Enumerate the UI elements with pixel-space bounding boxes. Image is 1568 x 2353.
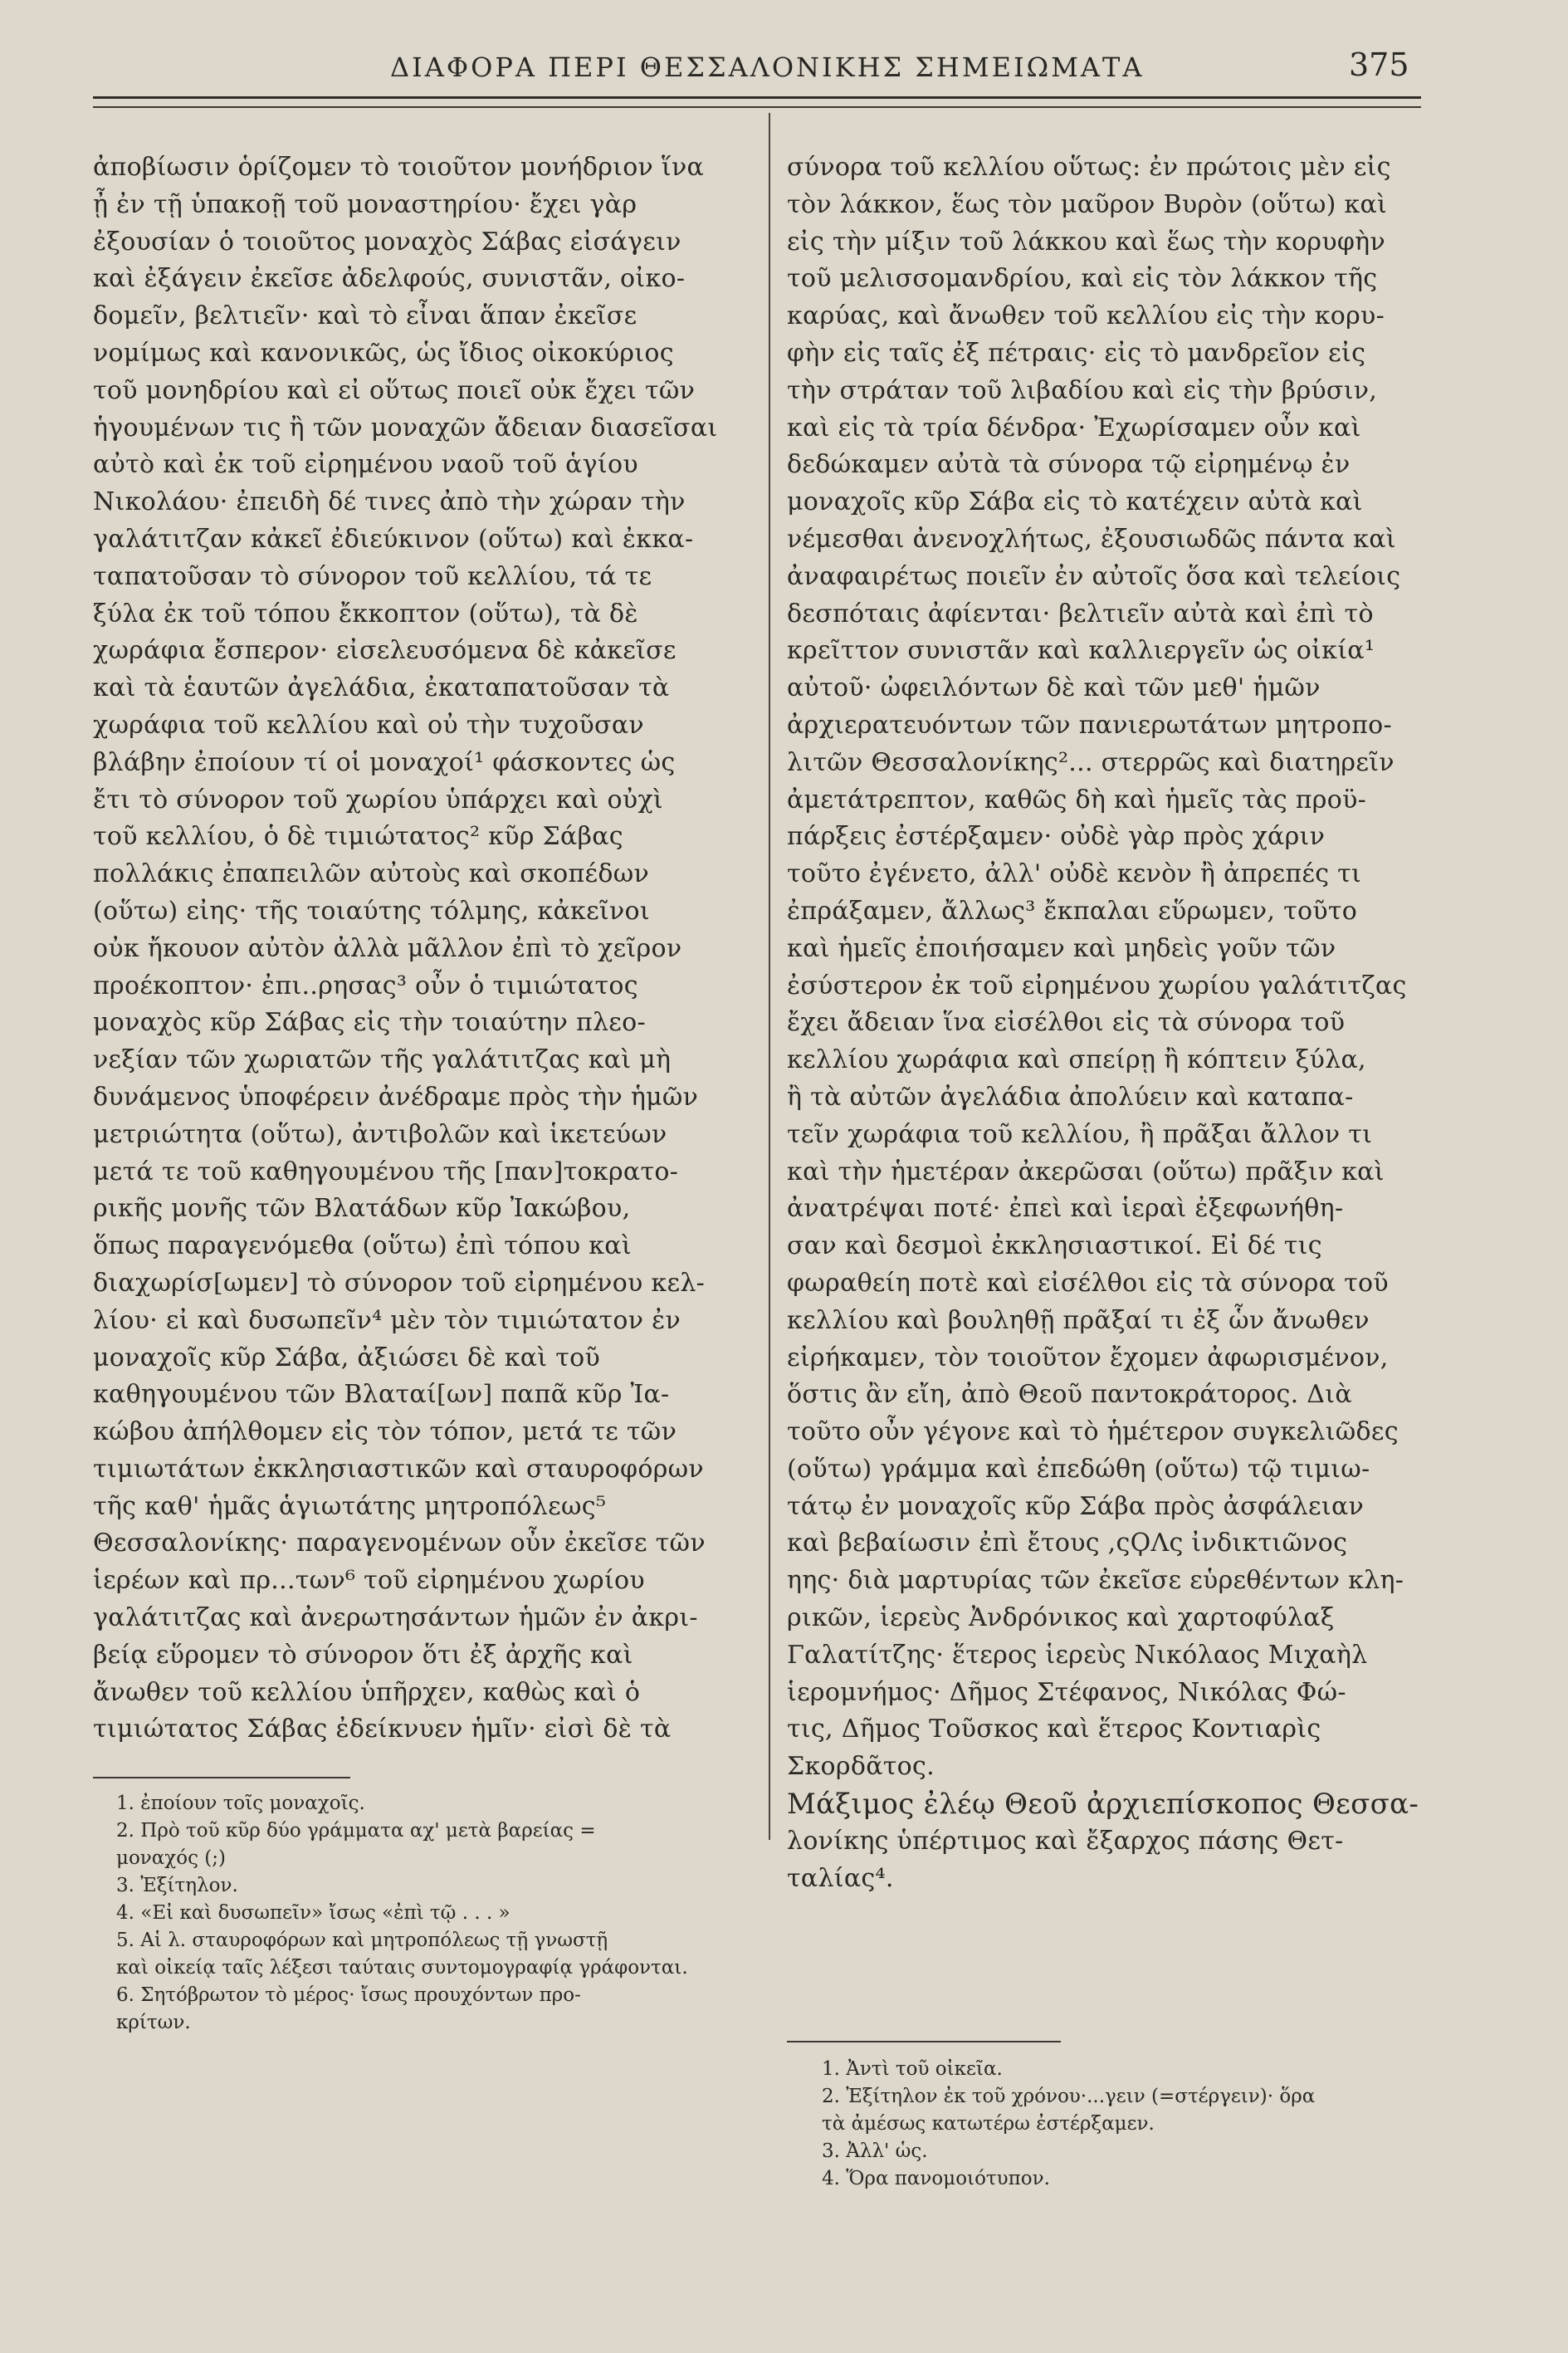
text-line: οὐκ ἤκουον αὐτὸν ἀλλὰ μᾶλλον ἐπὶ τὸ χεῖρον — [93, 933, 682, 963]
text-line: πολλάκις ἐπαπειλῶν αὐτοὺς καὶ σκοπέδων — [93, 859, 650, 889]
text-line: ᾖ ἐν τῇ ὑπακοῇ τοῦ μοναστηρίου· ἔχει γὰρ — [93, 189, 637, 219]
footnote-line: μοναχός (;) — [116, 1847, 226, 1869]
text-line: Μάξιμος ἐλέῳ Θεοῦ ἀρχιεπίσκοπος Θεσσα- — [787, 1788, 1419, 1822]
text-line: τοῦτο οὖν γέγονε καὶ τὸ ἡμέτερον συγκελιῶδες — [787, 1417, 1399, 1447]
text-line: (οὕτω) εἰης· τῆς τοιαύτης τόλμης, κἀκεῖνοι — [93, 896, 650, 926]
text-line: τὸν λάκκον, ἕως τὸν μαῦρον Βυρὸν (οὕτω) καὶ — [787, 189, 1388, 219]
text-line: τὴν στράταν τοῦ λιβαδίου καὶ εἰς τὴν βρύσιν, — [787, 375, 1378, 405]
footnote-line: 4. «Εἰ καὶ δυσωπεῖν» ἴσως «ἐπὶ τῷ . . . » — [116, 1902, 510, 1924]
text-line: ἡγουμένων τις ἢ τῶν μοναχῶν ἄδειαν διασεῖσαι — [93, 413, 718, 443]
text-line: ἀναφαιρέτως ποιεῖν ἐν αὐτοῖς ὅσα καὶ τελείοις — [787, 561, 1401, 591]
text-line: τῆς καθ' ἡμᾶς ἁγιωτάτης μητροπόλεως⁵ — [93, 1491, 607, 1521]
text-line: αὐτοῦ· ὠφειλόντων δὲ καὶ τῶν μεθ' ἡμῶν — [787, 673, 1321, 703]
text-line: λονίκης ὑπέρτιμος καὶ ἔξαρχος πάσης Θετ- — [787, 1826, 1344, 1856]
text-line: διαχωρίσ[ωμεν] τὸ σύνορον τοῦ εἰρημένου κελ- — [93, 1268, 706, 1298]
text-line: μοναχοῖς κῦρ Σάβα εἰς τὸ κατέχειν αὐτὰ καὶ — [787, 487, 1363, 517]
text-line: καὶ εἰς τὰ τρία δένδρα· Ἐχωρίσαμεν οὖν καὶ — [787, 413, 1361, 443]
text-line: καὶ ἐξάγειν ἐκεῖσε ἀδελφούς, συνιστᾶν, οἰκο- — [93, 264, 686, 294]
text-line: ἐσύστερον ἐκ τοῦ εἰρημένου χωρίου γαλάτιτζας — [787, 971, 1407, 1000]
text-line: Σκορδᾶτος. — [787, 1752, 935, 1782]
text-line: ἔχει ἄδειαν ἵνα εἰσέλθοι εἰς τὰ σύνορα τοῦ — [787, 1008, 1346, 1038]
page-number: 375 — [1349, 46, 1409, 83]
right-column — [787, 149, 1443, 1897]
text-line: ἱερέων καὶ πρ...των⁶ τοῦ εἰρημένου χωρίου — [93, 1566, 645, 1596]
text-line: δεσπόταις ἀφίενται· βελτιεῖν αὐτὰ καὶ ἐπὶ τὸ — [787, 599, 1374, 629]
text-line: νέμεσθαι ἀνενοχλήτως, ἐξουσιωδῶς πάντα καὶ — [787, 524, 1396, 554]
header-rule-thin — [93, 106, 1421, 108]
footnote-line: 2. Πρὸ τοῦ κῦρ δύο γράμματα αχ' μετὰ βαρείας = — [116, 1820, 596, 1842]
text-line: ἔτι τὸ σύνορον τοῦ χωρίου ὑπάρχει καὶ οὐχὶ — [93, 785, 663, 814]
text-line: (οὕτω) γράμμα καὶ ἐπεδώθη (οὕτω) τῷ τιμιω- — [787, 1454, 1370, 1484]
column-divider — [769, 113, 770, 1840]
footnote-line: 4. Ὅρα πανομοιότυπον. — [822, 2168, 1050, 2189]
text-line: χωράφια τοῦ κελλίου καὶ οὐ τὴν τυχοῦσαν — [93, 710, 644, 740]
text-line: τις, Δῆμος Τοῦσκος καὶ ἕτερος Κοντιαρὶς — [787, 1715, 1321, 1744]
text-line: νομίμως καὶ κανονικῶς, ὡς ἴδιος οἰκοκύριος — [93, 338, 674, 368]
footnote-line: κρίτων. — [116, 2012, 191, 2033]
text-line: κρεῖττον συνιστᾶν καὶ καλλιεργεῖν ὡς οἰκία¹ — [787, 636, 1375, 666]
text-line: ἢ τὰ αὐτῶν ἀγελάδια ἀπολύειν καὶ καταπα- — [787, 1082, 1354, 1112]
text-line: μοναχοῖς κῦρ Σάβα, ἀξιώσει δὲ καὶ τοῦ — [93, 1343, 601, 1372]
text-line: μετριώτητα (οὕτω), ἀντιβολῶν καὶ ἱκετεύων — [93, 1119, 667, 1149]
text-line: καὶ βεβαίωσιν ἐπὶ ἔτους ,ςϘΛς ἰνδικτιῶνος — [787, 1529, 1348, 1558]
text-line: σαν καὶ δεσμοὶ ἐκκλησιαστικοί. Εἰ δέ τις — [787, 1231, 1322, 1261]
text-line: μετά τε τοῦ καθηγουμένου τῆς [παν]τοκρατο- — [93, 1157, 679, 1186]
running-title: ΔΙΑΦΟΡΑ ΠΕΡΙ ΘΕΣΣΑΛΟΝΙΚΗΣ ΣΗΜΕΙΩΜΑΤΑ — [390, 51, 1145, 83]
text-line: δεδώκαμεν αὐτὰ τὰ σύνορα τῷ εἰρημένῳ ἐν — [787, 450, 1351, 480]
text-line: ρικῆς μονῆς τῶν Βλατάδων κῦρ Ἰακώβου, — [93, 1194, 631, 1224]
text-line: ἱερομνήμος· Δῆμος Στέφανος, Νικόλας Φώ- — [787, 1677, 1346, 1707]
text-line: ὅστις ἂν εἴη, ἀπὸ Θεοῦ παντοκράτορος. Διὰ — [787, 1380, 1352, 1410]
text-line: καὶ τὴν ἡμετέραν ἀκερῶσαι (οὕτω) πρᾶξιν καὶ — [787, 1157, 1385, 1186]
footnote-line: 6. Σητόβρωτον τὸ μέρος· ἴσως προυχόντων προ- — [116, 1984, 581, 2006]
text-line: Γαλατίτζης· ἕτερος ἱερεὺς Νικόλαος Μιχαὴλ — [787, 1640, 1368, 1670]
text-line: σύνορα τοῦ κελλίου οὕτως: ἐν πρώτοις μὲν εἰς — [787, 153, 1391, 182]
text-line: καθηγουμένου τῶν Βλαταί[ων] παπᾶ κῦρ Ἰα- — [93, 1380, 670, 1410]
text-line: χωράφια ἔσπερον· εἰσελευσόμενα δὲ κἀκεῖσε — [93, 636, 677, 666]
text-line: βλάβην ἐποίουν τί οἱ μοναχοί¹ φάσκοντες ὡς — [93, 747, 676, 777]
text-line: καὶ ἡμεῖς ἐποιήσαμεν καὶ μηδεὶς γοῦν τῶν — [787, 933, 1336, 963]
footnote-rule-right — [787, 2041, 1061, 2042]
text-line: τοῦ μελισσομανδρίου, καὶ εἰς τὸν λάκκον τῆς — [787, 264, 1378, 294]
text-line: ἀμετάτρεπτον, καθῶς δὴ καὶ ἡμεῖς τὰς προϋ- — [787, 785, 1367, 814]
text-line: Θεσσαλονίκης· παραγενομένων οὖν ἐκεῖσε τῶν — [93, 1529, 706, 1558]
text-line: ἀρχιερατευόντων τῶν πανιερωτάτων μητροπο- — [787, 710, 1392, 740]
text-line: προέκοπτον· ἐπι..ρησας³ οὖν ὁ τιμιώτατος — [93, 971, 638, 1000]
text-line: κελλίου καὶ βουληθῇ πρᾶξαί τι ἐξ ὧν ἄνωθεν — [787, 1305, 1370, 1335]
text-line: ταπατοῦσαν τὸ σύνορον τοῦ κελλίου, τά τε — [93, 561, 652, 591]
text-line: τιμιώτατος Σάβας ἐδείκνυεν ἡμῖν· εἰσὶ δὲ τὰ — [93, 1715, 672, 1744]
footnote-line: 3. Ἐξίτηλον. — [116, 1875, 238, 1896]
text-line: ὅπως παραγενόμεθα (οὕτω) ἐπὶ τόπου καὶ — [93, 1231, 632, 1261]
footnote-line: τὰ ἀμέσως κατωτέρω ἐστέρξαμεν. — [822, 2113, 1155, 2135]
text-line: Νικολάου· ἐπειδὴ δέ τινες ἀπὸ τὴν χώραν τὴν — [93, 487, 686, 517]
left-footnotes — [116, 1790, 772, 2037]
text-line: τοῦ κελλίου, ὁ δὲ τιμιώτατος² κῦρ Σάβας — [93, 822, 623, 852]
text-line: πάρξεις ἐστέρξαμεν· οὐδὲ γὰρ πρὸς χάριν — [787, 822, 1326, 852]
text-line: κώβου ἀπήλθομεν εἰς τὸν τόπον, μετά τε τῶν — [93, 1417, 677, 1447]
text-line: φὴν εἰς ταῖς ἐξ πέτραις· εἰς τὸ μανδρεῖον εἰς — [787, 338, 1366, 368]
text-line: καὶ τὰ ἑαυτῶν ἀγελάδια, ἐκαταπατοῦσαν τὰ — [93, 673, 670, 703]
text-line: τοῦτο ἐγένετο, ἀλλ' οὐδὲ κενὸν ἢ ἀπρεπές τι — [787, 859, 1362, 889]
text-line: μοναχὸς κῦρ Σάβας εἰς τὴν τοιαύτην πλεο- — [93, 1008, 646, 1038]
footnote-line: 1. ἐποίουν τοῖς μοναχοῖς. — [116, 1793, 365, 1814]
text-line: ξύλα ἐκ τοῦ τόπου ἔκκοπτον (οὕτω), τὰ δὲ — [93, 599, 638, 629]
text-line: εἰς τὴν μίξιν τοῦ λάκκου καὶ ἕως τὴν κορυφὴν — [787, 227, 1385, 257]
text-line: νεξίαν τῶν χωριατῶν τῆς γαλάτιτζας καὶ μὴ — [93, 1045, 672, 1075]
text-line: ἀνατρέψαι ποτέ· ἐπεὶ καὶ ἱεραὶ ἐξεφωνήθη- — [787, 1194, 1344, 1224]
text-line: ἄνωθεν τοῦ κελλίου ὑπῆρχεν, καθὼς καὶ ὁ — [93, 1677, 641, 1707]
text-line: τιμιωτάτων ἐκκλησιαστικῶν καὶ σταυροφόρων — [93, 1454, 704, 1484]
footnote-line: 3. Ἀλλ' ὡς. — [822, 2140, 928, 2162]
text-line: ρικῶν, ἱερεὺς Ἀνδρόνικος καὶ χαρτοφύλαξ — [787, 1603, 1335, 1633]
text-line: ηης· διὰ μαρτυρίας τῶν ἐκεῖσε εὑρεθέντων κλη- — [787, 1566, 1404, 1596]
text-line: ἀποβίωσιν ὁρίζομεν τὸ τοιοῦτον μονήδριον ἵνα — [93, 153, 705, 182]
text-line: καρύας, καὶ ἄνωθεν τοῦ κελλίου εἰς τὴν κορυ- — [787, 301, 1385, 331]
footnote-line: 2. Ἐξίτηλον ἐκ τοῦ χρόνου·...γειν (=στέργειν)· ὅρα — [822, 2086, 1316, 2107]
text-line: ἐξουσίαν ὁ τοιοῦτος μοναχὸς Σάβας εἰσάγειν — [93, 227, 681, 257]
text-line: φωραθείη ποτὲ καὶ εἰσέλθοι εἰς τὰ σύνορα τοῦ — [787, 1268, 1389, 1298]
text-line: τοῦ μονηδρίου καὶ εἰ οὕτως ποιεῖ οὐκ ἔχει τῶν — [93, 375, 696, 405]
header-rule — [93, 96, 1421, 99]
text-line: δομεῖν, βελτιεῖν· καὶ τὸ εἶναι ἅπαν ἐκεῖσε — [93, 301, 637, 331]
text-line: γαλάτιτζας καὶ ἀνερωτησάντων ἡμῶν ἐν ἀκρι- — [93, 1603, 698, 1633]
right-footnotes — [822, 2056, 1478, 2193]
text-line: τεῖν χωράφια τοῦ κελλίου, ἢ πρᾶξαι ἄλλον τι — [787, 1119, 1373, 1149]
text-line: αὐτὸ καὶ ἐκ τοῦ εἰρημένου ναοῦ τοῦ ἁγίου — [93, 450, 638, 480]
footnote-rule-left — [93, 1777, 350, 1778]
footnote-line: 5. Αἱ λ. σταυροφόρων καὶ μητροπόλεως τῇ γνωστῇ — [116, 1930, 608, 1951]
text-line: γαλάτιτζαν κἀκεῖ ἐδιεύκινον (οὕτω) καὶ ἐκκα- — [93, 524, 694, 554]
text-line: λίου· εἰ καὶ δυσωπεῖν⁴ μὲν τὸν τιμιώτατον ἐν — [93, 1305, 681, 1335]
footnote-line: καὶ οἰκείᾳ ταῖς λέξεσι ταύταις συντομογραφίᾳ γράφονται. — [116, 1957, 688, 1979]
text-line: ἐπράξαμεν, ἄλλως³ ἔκπαλαι εὕρωμεν, τοῦτο — [787, 896, 1358, 926]
footnote-line: 1. Ἀντὶ τοῦ οἰκεῖα. — [822, 2058, 1003, 2080]
text-line: λιτῶν Θεσσαλονίκης²... στερρῶς καὶ διατηρεῖν — [787, 747, 1395, 777]
text-line: ταλίας⁴. — [787, 1863, 894, 1893]
text-line: τάτῳ ἐν μοναχοῖς κῦρ Σάβα πρὸς ἀσφάλειαν — [787, 1491, 1365, 1521]
text-line: κελλίου χωράφια καὶ σπείρῃ ἢ κόπτειν ξύλα, — [787, 1045, 1366, 1075]
text-line: δυνάμενος ὑποφέρειν ἀνέδραμε πρὸς τὴν ἡμῶν — [93, 1082, 699, 1112]
left-column — [93, 149, 749, 1749]
text-line: βείᾳ εὕρομεν τὸ σύνορον ὅτι ἐξ ἀρχῆς καὶ — [93, 1640, 633, 1670]
text-line: εἰρήκαμεν, τὸν τοιοῦτον ἔχομεν ἀφωρισμένον, — [787, 1343, 1389, 1372]
